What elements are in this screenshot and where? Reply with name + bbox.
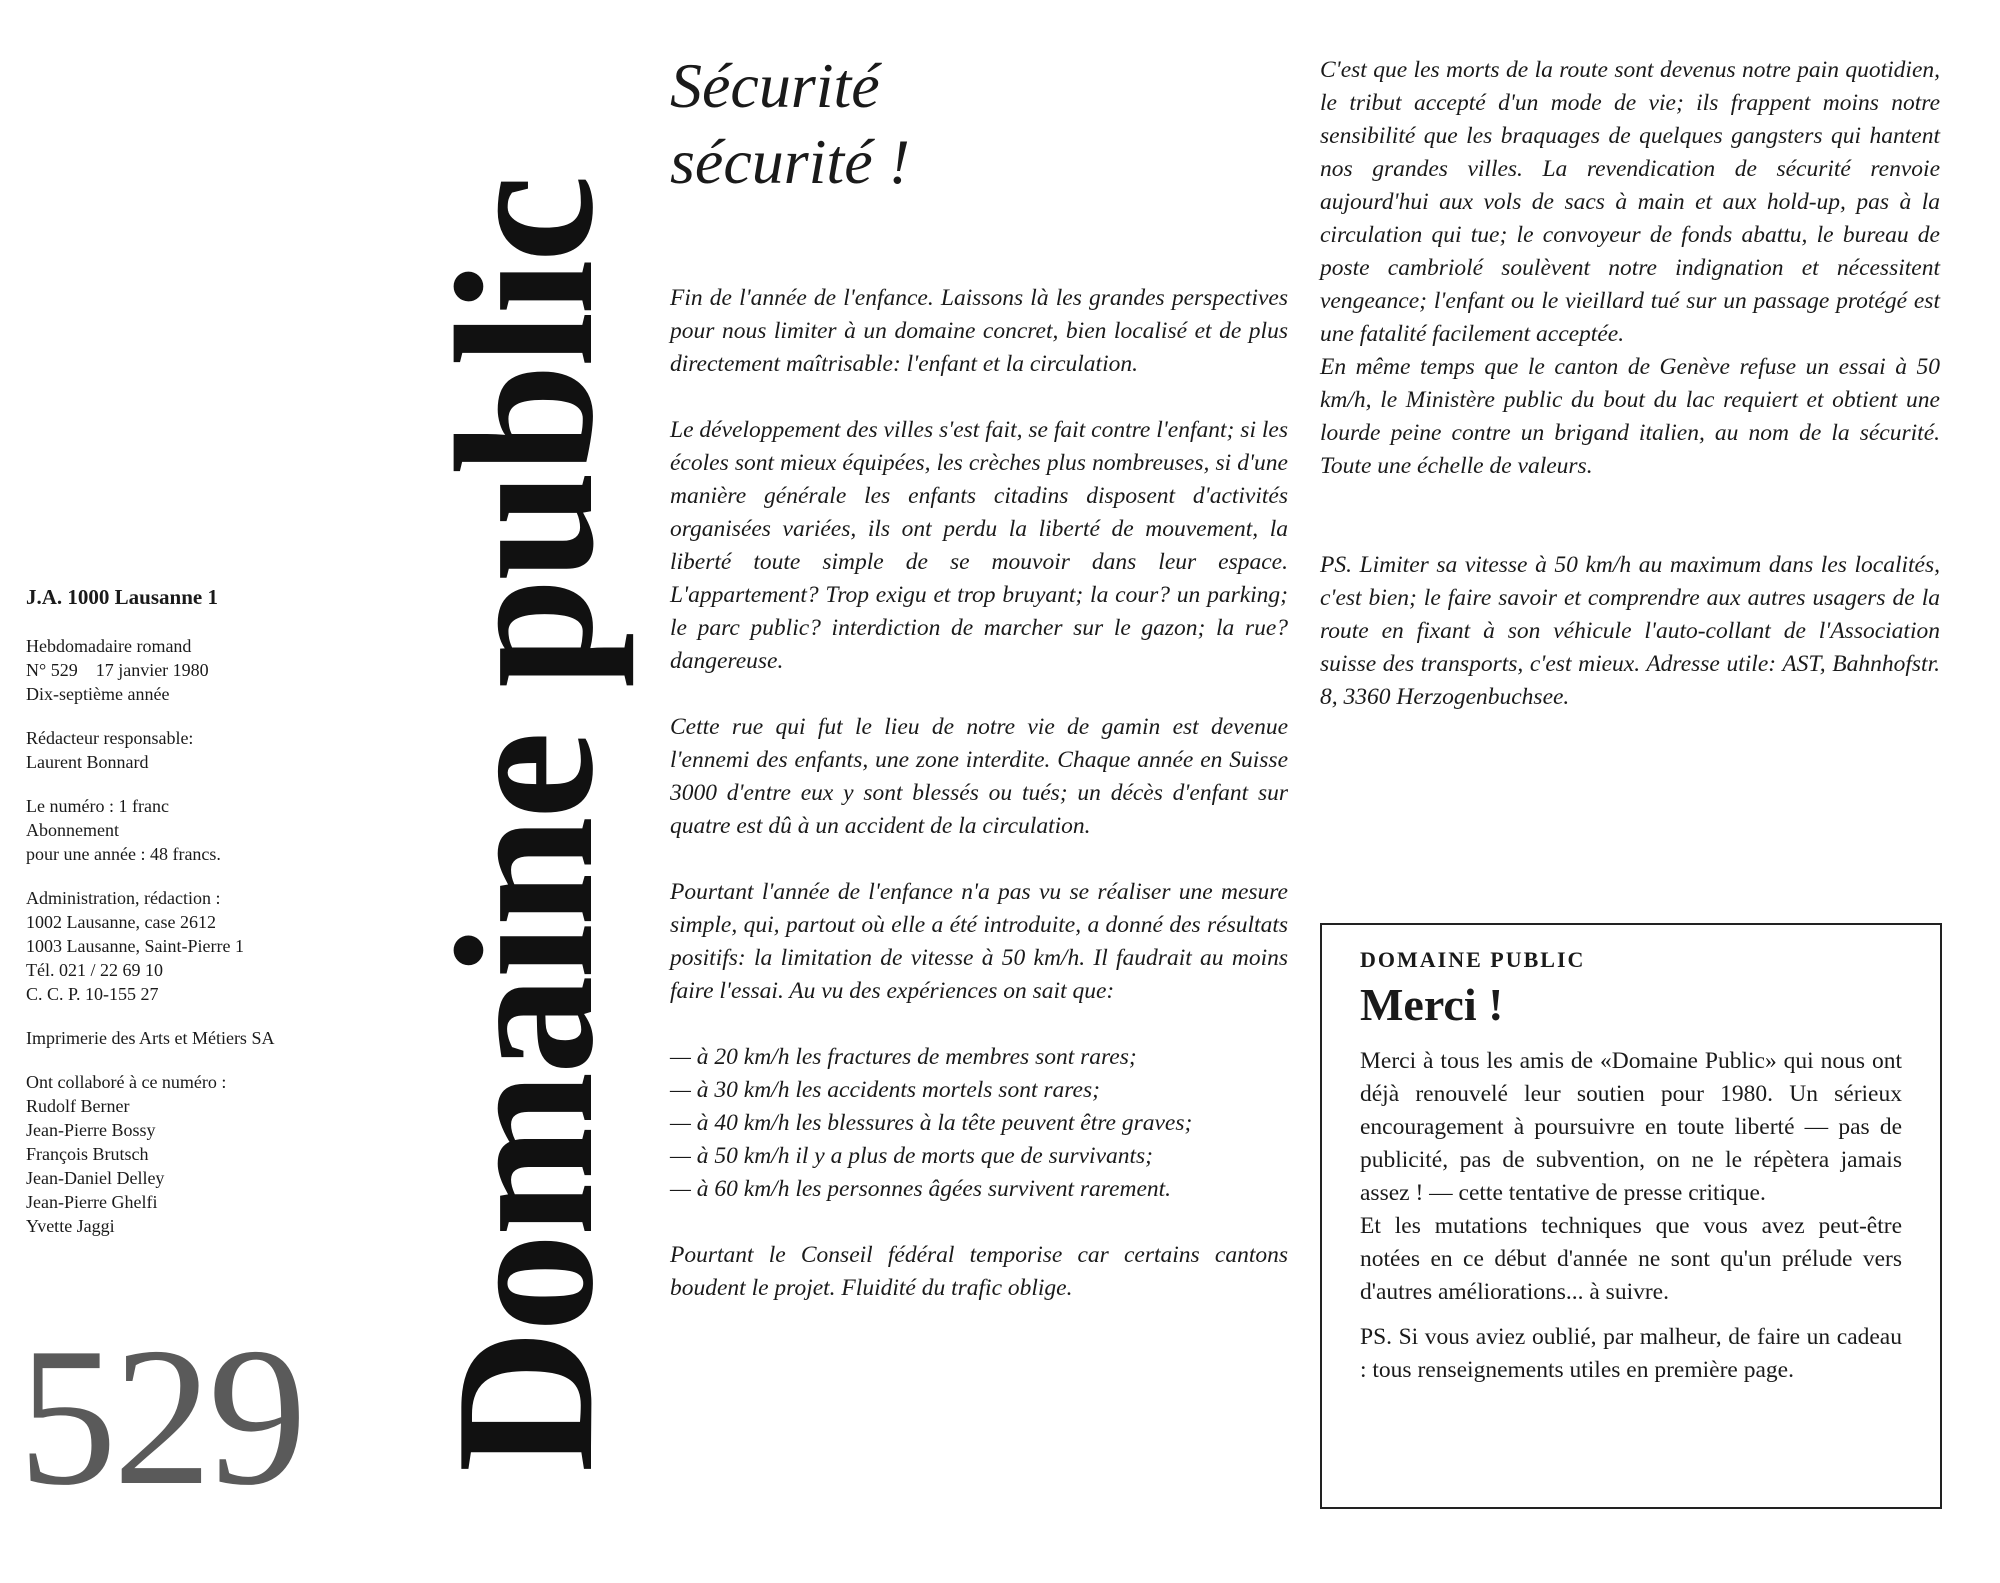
- contributor: Jean-Pierre Ghelfi: [26, 1192, 158, 1212]
- price-info: [26, 794, 356, 866]
- address-info: [26, 886, 356, 1006]
- contributor: Rudolf Berner: [26, 1096, 130, 1116]
- list-item: — à 50 km/h il y a plus de morts que de survivants;: [670, 1143, 1154, 1169]
- box-title: Merci !: [1360, 979, 1504, 1030]
- meta-line: 1003 Lausanne, Saint-Pierre 1: [26, 936, 244, 956]
- meta-line: Imprimerie des Arts et Métiers SA: [26, 1028, 275, 1048]
- paragraph: Pourtant le Conseil fédéral temporise car certains cantons boudent le projet. Fluidité du trafic oblige.: [670, 1242, 1288, 1301]
- contributors: [26, 1070, 356, 1238]
- ja-line: J.A. 1000 Lausanne 1: [26, 585, 218, 609]
- printer-info: [26, 1026, 356, 1050]
- speed-list: [670, 1041, 1288, 1206]
- paragraph: Cette rue qui fut le lieu de notre vie de gamin est devenue l'ennemi des enfants, une zone interdite. Chaque année en Suisse 3000 d'entre eux y sont blessés ou tués; un décès d'enfant sur quatre est dû à un accident de la circulation.: [670, 714, 1288, 839]
- merci-box: [1320, 923, 1942, 1509]
- meta-line: Laurent Bonnard: [26, 752, 149, 772]
- masthead: [415, 135, 634, 1515]
- paragraph: En même temps que le canton de Genève refuse un essai à 50 km/h, le Ministère public du bout du lac requiert et obtient une lourde peine contre un brigand italien, au nom de la sécurité. Toute une échelle de valeurs.: [1320, 354, 1940, 479]
- list-item: — à 60 km/h les personnes âgées survivent rarement.: [670, 1176, 1172, 1202]
- title-line: sécurité !: [670, 126, 910, 197]
- editor-info: [26, 726, 356, 774]
- box-paragraph: Merci à tous les amis de «Domaine Public» qui nous ont déjà renouvelé leur soutien pour 1980. Un sérieux encouragement à poursuivre en toute liberté — pas de publicité, pas de subvention, on ne le répètera jamais assez ! — cette tentative de presse critique.: [1360, 1048, 1902, 1206]
- article-column-1: [670, 282, 1288, 1338]
- title-line: Sécurité: [670, 50, 880, 121]
- meta-line: Le numéro : 1 franc: [26, 796, 169, 816]
- masthead-title: Domaine public: [415, 177, 634, 1473]
- contributor: Jean-Daniel Delley: [26, 1168, 165, 1188]
- issue-number: 529: [18, 1307, 303, 1526]
- contributor: Jean-Pierre Bossy: [26, 1120, 156, 1140]
- box-paragraph: Et les mutations techniques que vous avez peut-être notées en ce début d'année ne sont qu'un prélude vers d'autres améliorations... à suivre.: [1360, 1213, 1902, 1305]
- list-item: — à 20 km/h les fractures de membres sont rares;: [670, 1044, 1137, 1070]
- meta-line: Tél. 021 / 22 69 10: [26, 960, 163, 980]
- paragraph: Fin de l'année de l'enfance. Laissons là les grandes perspectives pour nous limiter à un domaine concret, bien localisé et de plus directement maîtrisable: l'enfant et la circulation.: [670, 285, 1288, 377]
- meta-line: C. C. P. 10-155 27: [26, 984, 159, 1004]
- contributor: Yvette Jaggi: [26, 1216, 115, 1236]
- contributor: François Brutsch: [26, 1144, 149, 1164]
- meta-line: Rédacteur responsable:: [26, 728, 194, 748]
- postscript: PS. Limiter sa vitesse à 50 km/h au maximum dans les localités, c'est bien; le faire savoir et comprendre aux autres usagers de la route en fixant à son véhicule l'auto-collant de l'Association suisse des transports, c'est mieux. Adresse utile: AST, Bahnhofstr. 8, 3360 Herzogenbuchsee.: [1320, 552, 1940, 710]
- article-column-2: [1320, 54, 1940, 747]
- meta-line: Ont collaboré à ce numéro :: [26, 1072, 227, 1092]
- meta-line: pour une année : 48 francs.: [26, 844, 221, 864]
- list-item: — à 40 km/h les blessures à la tête peuvent être graves;: [670, 1110, 1193, 1136]
- paragraph: Pourtant l'année de l'enfance n'a pas vu se réaliser une mesure simple, qui, partout où elle a été introduite, a donné des résultats positifs: la limitation de vitesse à 50 km/h. Il faudrait au moins faire l'essai. Au vu des expériences on sait que:: [670, 879, 1288, 1004]
- meta-line: N° 529 17 janvier 1980: [26, 660, 209, 680]
- box-paragraph: PS. Si vous aviez oublié, par malheur, de faire un cadeau : tous renseignements utiles en première page.: [1360, 1324, 1902, 1383]
- article-title: [670, 48, 910, 200]
- paragraph: C'est que les morts de la route sont devenus notre pain quotidien, le tribut accepté d'un mode de vie; ils frappent moins notre sensibilité que les braquages de quelques gangsters qui hantent nos grandes villes. La revendication de sécurité renvoie aujourd'hui aux vols de sacs à main et aux hold-up, pas à la circulation qui tue; le convoyeur de fonds abattu, le bureau de poste cambriolé soulèvent notre indignation et nécessitent vengeance; l'enfant ou le vieillard tué sur un passage protégé est une fatalité facilement acceptée.: [1320, 57, 1940, 347]
- meta-line: Abonnement: [26, 820, 119, 840]
- meta-line: Hebdomadaire romand: [26, 636, 192, 656]
- list-item: — à 30 km/h les accidents mortels sont rares;: [670, 1077, 1100, 1103]
- publication-info: [26, 634, 356, 706]
- meta-line: Administration, rédaction :: [26, 888, 221, 908]
- colophon: [26, 585, 356, 1258]
- box-kicker: DOMAINE PUBLIC: [1360, 947, 1586, 972]
- meta-line: 1002 Lausanne, case 2612: [26, 912, 216, 932]
- meta-line: Dix-septième année: [26, 684, 170, 704]
- paragraph: Le développement des villes s'est fait, se fait contre l'enfant; si les écoles sont mieux équipées, les crèches plus nombreuses, si d'une manière générale les enfants citadins disposent d'activités organisées variées, ils ont perdu la liberté de mouvement, la liberté toute simple de se mouvoir dans leur espace. L'appartement? Trop exigu et trop bruyant; la cour? un parking; le parc public? interdiction de marcher sur le gazon; la rue? dangereuse.: [670, 417, 1288, 674]
